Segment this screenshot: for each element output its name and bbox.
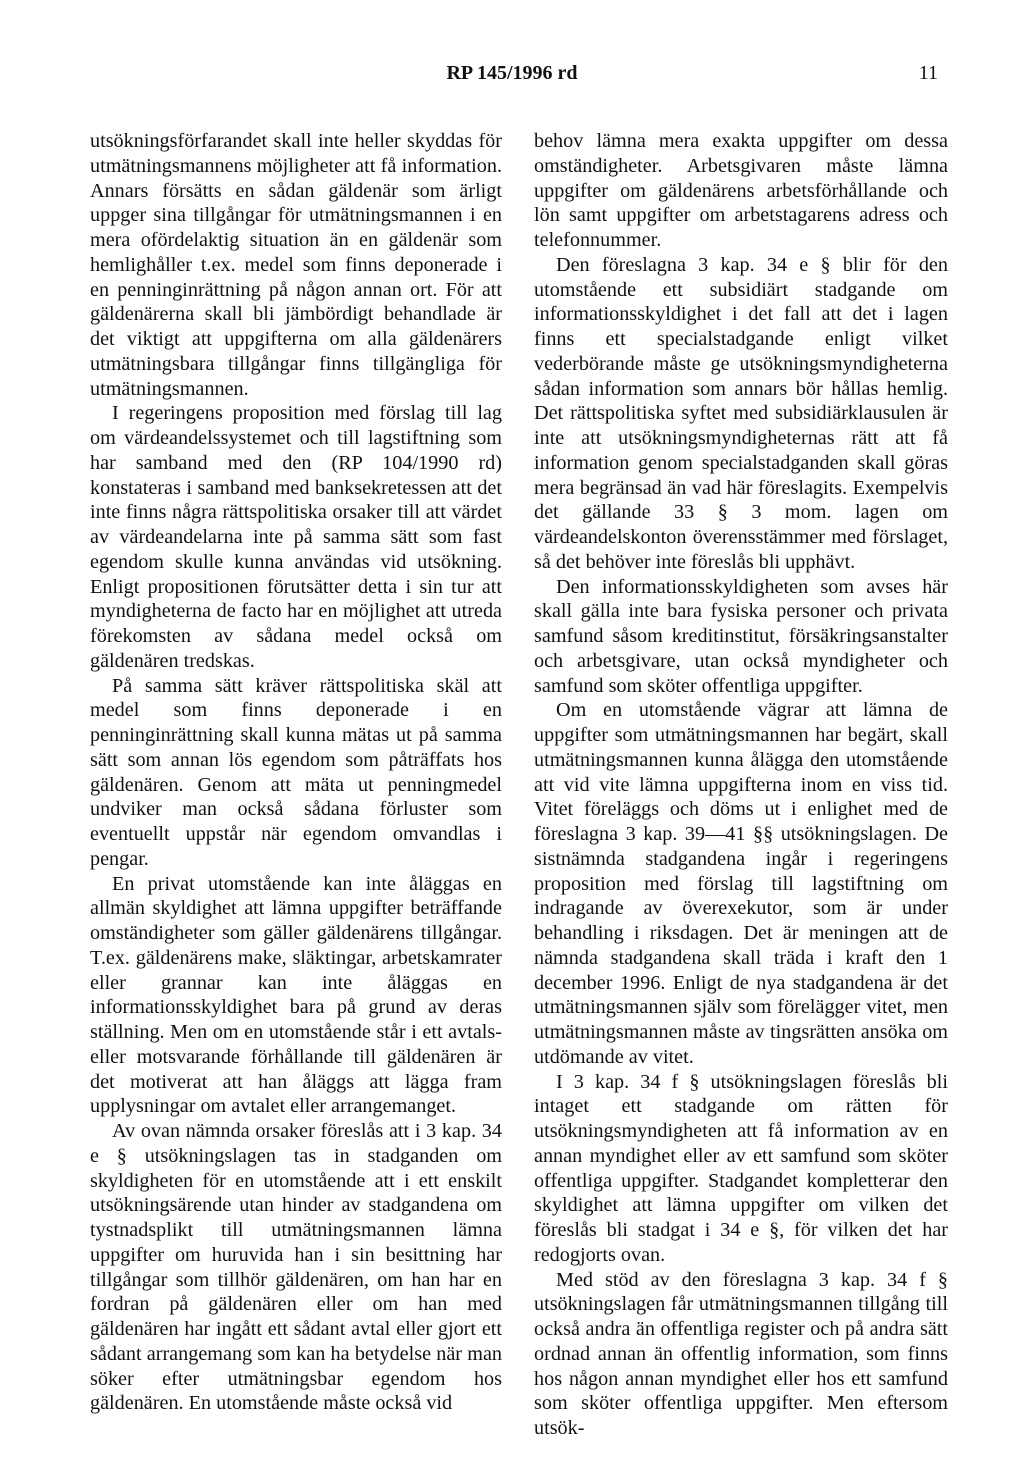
page-number: 11: [918, 62, 938, 84]
paragraph: I regeringens proposition med förslag till lag om värdeandelssystemet och till lagstiftning som har samband med den (RP 104/1990 rd) konstateras i samband med banksekretessen att det inte finns några rättspolitiska orsaker till att värdet av värdeandelarna inte på samma sätt som fast egendom skulle kunna användas vid utsökning. Enligt propositionen förutsätter detta i sin tur att myndigheterna de facto har en möjlighet att utreda förekomsten av sådana medel också om gäldenären tredskas.: [90, 402, 502, 672]
paragraph: I 3 kap. 34 f § utsökningslagen föreslås bli intaget ett stadgande om rätten för utsökningsmyndigheten att få information av en annan myndighet eller av ett samfund som sköter offentliga uppgifter. Stadgandet kompletterar den skyldighet att lämna uppgifter om vilken det föreslås bli stadgat i 34 e §, för vilken det har redogjorts ovan.: [534, 1070, 948, 1266]
paragraph: behov lämna mera exakta uppgifter om dessa omständigheter. Arbetsgivaren måste lämna uppgifter om gäldenärens arbetsförhållande och lön samt uppgifter om arbetstagarens adress och telefonnummer.: [534, 130, 948, 251]
right-column: [534, 129, 948, 1441]
paragraph: Med stöd av den föreslagna 3 kap. 34 f § utsökningslagen får utmätningsmannen tillgång till också andra än offentliga register och på andra sätt ordnad annan än offentlig information, som finns hos någon annan myndighet eller hos ett samfund som sköter offentliga uppgifter. Men eftersom utsök-: [534, 1268, 948, 1439]
document-reference: RP 145/1996 rd: [446, 62, 578, 84]
paragraph: En privat utomstående kan inte åläggas en allmän skyldighet att lämna uppgifter beträffande omständigheter som gäller gäldenärens tillgångar. T.ex. gäldenärens make, släktingar, arbetskamrater eller grannar kan inte åläggas en informationsskyldighet bara på grund av deras ställning. Men om en utomstående står i ett avtals- eller motsvarande förhållande till gäldenären är det motiverat att han åläggs att lägga fram upplysningar om avtalet eller arrangemanget.: [90, 872, 502, 1118]
paragraph: Den informationsskyldigheten som avses här skall gälla inte bara fysiska personer och privata samfund såsom kreditinstitut, försäkringsanstalter och arbetsgivare, utan också myndigheter och samfund som sköter offentliga uppgifter.: [534, 575, 948, 697]
paragraph: På samma sätt kräver rättspolitiska skäl att medel som finns deponerade i en penninginrättning skall kunna mätas ut på samma sätt som annan lös egendom som påträffats hos gäldenären. Genom att mäta ut penningmedel undviker man också sådana förluster som eventuellt uppstår när egendom omvandlas i pengar.: [90, 674, 502, 870]
paragraph: Om en utomstående vägrar att lämna de uppgifter som utmätningsmannen har begärt, skall utmätningsmannen kunna ålägga den utomstående att vid vite lämna uppgifterna inom en viss tid. Vitet föreläggs och döms ut i enlighet med de föreslagna 3 kap. 39—41 §§ utsökningslagen. De sistnämnda stadgandena ingår i regeringens proposition med förslag till lagstiftning om indragande av överexekutor, som är under behandling i riksdagen. Det är meningen att de nämnda stadgandena skall träda i kraft den 1 december 1996. Enligt de nya stadgandena är det utmätningsmannen själv som förelägger vitet, men utmätningsmannen måste av tingsrätten ansöka om utdömande av vitet.: [534, 699, 948, 1068]
left-column: [90, 129, 502, 1416]
page-header: [0, 62, 1024, 92]
paragraph: Av ovan nämnda orsaker föreslås att i 3 kap. 34 e § utsökningslagen tas in stadganden om skyldigheten för en utomstående att i ett enskilt utsökningsärende utan hinder av stadgandena om tystnadsplikt till utmätningsmannen lämna uppgifter om huruvida han i sin besittning har tillgångar som tillhör gäldenären, om han har en fordran på gäldenären eller om han med gäldenären har ingått ett sådant avtal eller gjort ett sådant arrangemang som kan ha betydelse när man söker efter utmätningsbar egendom hos gäldenären. En utomstående måste också vid: [90, 1120, 502, 1415]
paragraph: utsökningsförfarandet skall inte heller skyddas för utmätningsmannens möjligheter att få information. Annars försätts en sådan gäldenär som ärligt uppger sina tillgångar för utmätningsmannen i en mera ofördelaktig situation än en gäldenär som hemlighåller t.ex. medel som finns deponerade i en penninginrättning på någon annan ort. För att gäldenärerna skall bli jämbördigt behandlade är det viktigt att uppgifterna om alla gäldenärers utmätningsbara tillgångar finns tillgängliga för utmätningsmannen.: [90, 130, 502, 400]
paragraph: Den föreslagna 3 kap. 34 e § blir för den utomstående ett subsidiärt stadgande om informationsskyldighet i det fall att det i lagen finns ett specialstadgande enligt vilket vederbörande måste ge utsökningsmyndigheterna sådan information som annars bör hållas hemlig. Det rättspolitiska syftet med subsidiärklausulen är inte att utsökningsmyndigheternas rätt att få information genom specialstadganden skall göras mera begränsad än vad här föreslagits. Exempelvis det gällande 33 § 3 mom. lagen om värdeandelskonton överensstämmer med förslaget, så det behöver inte föreslås bli upphävt.: [534, 253, 948, 573]
